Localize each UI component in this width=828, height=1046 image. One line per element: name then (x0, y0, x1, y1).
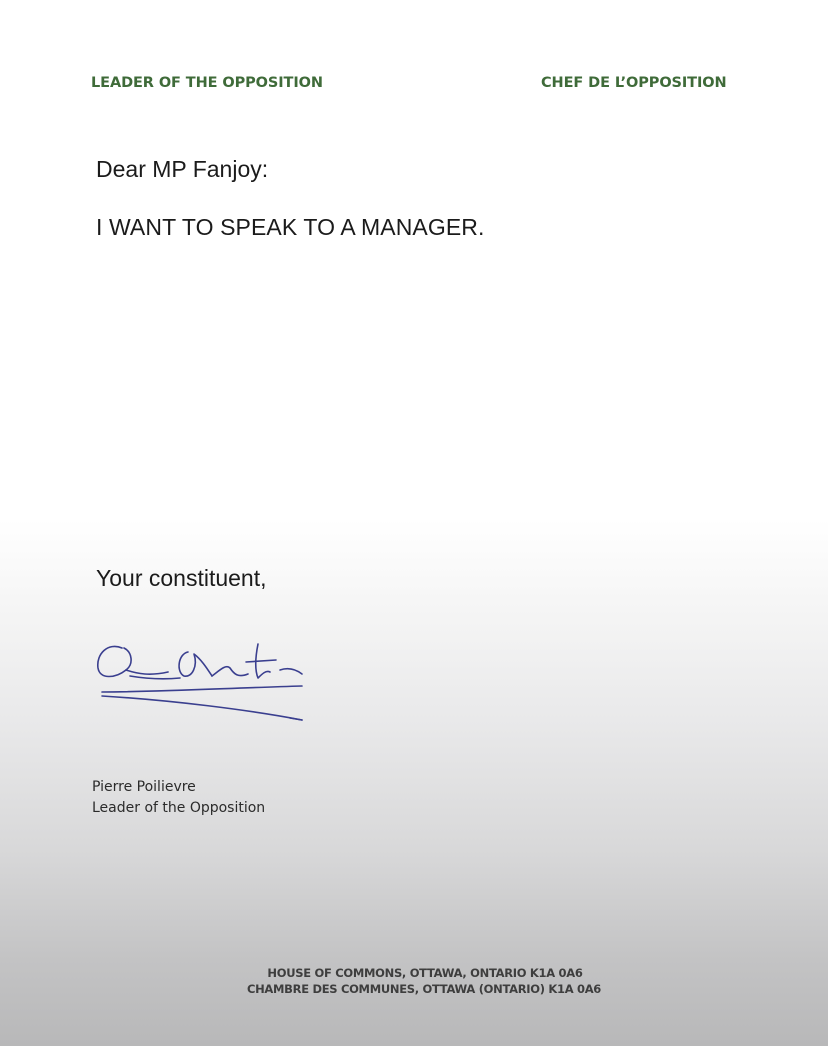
salutation: Dear MP Fanjoy: (96, 156, 269, 182)
footer-address-french: CHAMBRE DES COMMUNES, OTTAWA (ONTARIO) K1A 0A6 (246, 982, 602, 996)
letterhead-english: LEADER OF THE OPPOSITION (91, 75, 323, 91)
closing: Your constituent, (96, 565, 267, 591)
signer-name: Pierre Poilievre (92, 779, 196, 795)
signer-block (92, 777, 265, 819)
footer-address (0, 965, 828, 997)
handwritten-signature (90, 630, 320, 730)
footer-address-english: HOUSE OF COMMONS, OTTAWA, ONTARIO K1A 0A6 (267, 966, 583, 980)
signer-title: Leader of the Opposition (92, 800, 266, 816)
letterhead-french: CHEF DE L’OPPOSITION (541, 75, 727, 91)
letter-body: I WANT TO SPEAK TO A MANAGER. (96, 214, 485, 240)
